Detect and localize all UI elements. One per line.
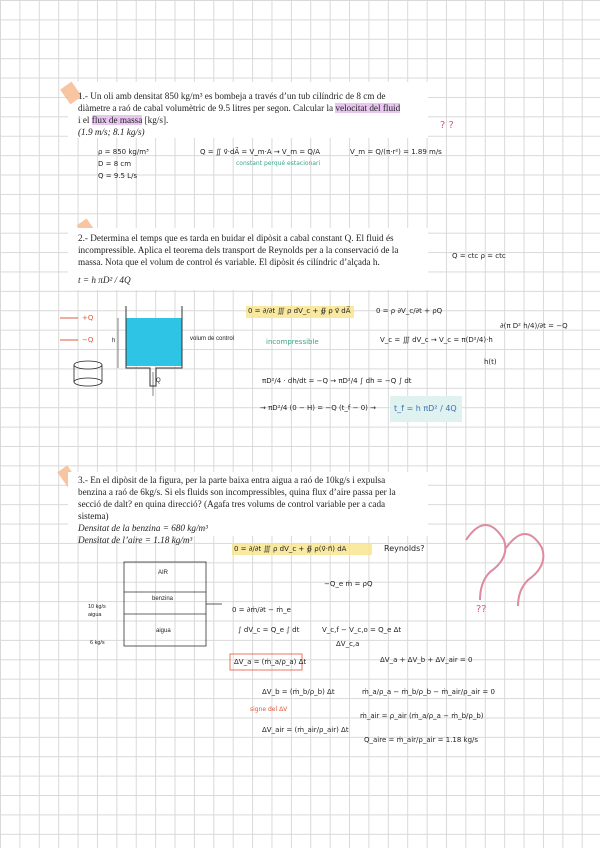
p2-eq1: 0 = ∂/∂t ∭ ρ dV_c + ∯ ρ v⃗ dA⃗ [248,307,351,315]
p3-box-a: ΔV_a = (ṁ_a/ρ_a) Δt [234,658,307,666]
p2-boxed-result: t_f = h πD² / 4Q [394,404,457,413]
p3-reynolds: Reynolds? [384,544,425,553]
p2-formula: t = h πD² / 4Q [78,275,131,285]
p3-result: Q_aire = ṁ_air/ρ_air = 1.18 kg/s [364,736,479,744]
p1-note-const: constant perquè estacionari [236,160,321,167]
p3-eq1: 0 = ∂/∂t ∭ ρ dV_c + ∯ ρ(v⃗·n⃗) dA [234,545,347,553]
p2-ht: h(t) [484,358,497,366]
p1-line2-highlight: velocitat del fluid [335,103,401,113]
p2-diagram-h: h [112,338,116,344]
p1-note-diam: D = 8 cm [98,160,132,168]
p2-line2: incompressible. Aplica el teorema dels transport de Reynolds per a la conservació de la [78,245,399,255]
p1-answer: (1.9 m/s; 8.1 kg/s) [78,127,145,137]
p1-line3-highlight: flux de massa [91,115,143,125]
p3-eqa: 0 = ∂ṁ/∂t − ṁ_e [232,606,291,614]
p3-line1: 3.- En el dipòsit de la figura, per la parte baixa entra aigua a raó de 10kg/s i expulsa [78,475,386,485]
p1-note-rho: ρ = 850 kg/m³ [98,148,149,156]
p3-density2: Densitat de l’aire = 1.18 kg/m³ [78,535,193,545]
p3-diagram-out: 6 kg/s [90,640,105,646]
p2-diagram-label: volum de control [190,336,235,342]
p1-margin-question: ? ? [440,120,454,131]
p2-eq1b: 0 = ρ ∂V_c/∂t + ρQ [376,307,443,315]
p3-eqf: ṁ_a/ρ_a − ṁ_b/ρ_b − ṁ_air/ρ_air = 0 [362,688,495,696]
p2-diagram-q: Q [156,378,161,384]
p1-line1: 1.- Un oli amb densitat 850 kg/m³ es bombeja a través d’un tub cilíndric de 8 cm de [78,91,386,101]
p1-line3-pre: i el [78,115,90,125]
tank-diagram [118,306,182,396]
p3-eqg: ṁ_air = ρ_air (ṁ_a/ρ_a − ṁ_b/ρ_b) [360,712,484,720]
p3-diagram-left1: 10 kg/s [88,604,106,610]
p3-eqe: ΔV_air = (ṁ_air/ρ_air) Δt [262,726,349,734]
p2-eq3: πD²/4 · dh/dt = −Q → πD²/4 ∫ dh = −Q ∫ dt [262,377,412,385]
p3-diagram-left2: aigua [88,612,102,618]
p2-top-right-note: Q = ctc ρ = ctc [452,252,506,260]
problem3-text [78,474,424,546]
p3-line2: benzina a raó de 6kg/s. Si els fluids son incompressibles, quina flux d’aire passa per la [78,487,396,497]
p3-sum: ΔV_a + ΔV_b + ΔV_air = 0 [380,656,473,664]
p2-eq2: V_c = ∭ dV_c → V_c = π(D²/4)·h [380,336,493,344]
problem1-text [78,90,424,138]
p1-note-flow: Q = 9.5 L/s [98,172,138,180]
p1-line3-post: [kg/s]. [144,115,169,125]
p3-diagram-air: AIR [158,570,169,576]
p2-line1: 2.- Determina el temps que es tarda en buidar el dipòsit a cabal constant Q. El fluid és [78,233,394,243]
p3-line4: sistema) [78,511,109,521]
p2-incomp: incompressible [266,338,319,346]
p2-side-plus-q: +Q [82,314,94,322]
p2-eq2b: ∂(π D² h/4)/∂t = −Q [500,322,568,330]
p3-eqc2: ΔV_c,a [336,640,360,648]
p3-eqd: ΔV_b = (ṁ_b/ρ_b) Δt [262,688,335,696]
p2-side-minus-q: −Q [82,336,94,344]
p3-eq1b: −Q_e ṁ = ρQ [324,580,373,588]
p3-sign: signe del ΔV [250,706,288,713]
problem2-text [78,232,424,286]
p3-diagram-benzina: benzina [152,596,174,602]
p1-note-eq2: V_m = Q/(π·r²) = 1.89 m/s [350,148,442,156]
p2-line3: massa. Nota que el volum de control és variable. El dipòsit és cilíndric d’alçada h. [78,257,380,267]
p3-eqc: V_c,f − V_c,o = Q_e Δt [322,626,402,634]
p3-eqb: ∫ dV_c = Q_e ∫ dt [238,626,300,634]
p1-line2: diàmetre a raó de cabal volumètric de 9.5 litres per segon. Calcular la [78,103,334,113]
p1-note-eq: Q = ∬ v⃗·dA⃗ = V_m·A → V_m = Q/A [200,148,321,156]
p3-line3: secció de dalt? en quina direcció? (Agafa tres volums de control variable per a cada [78,499,386,509]
tank-diagram-3 [124,562,222,646]
p3-density1: Densitat de la benzina = 680 kg/m³ [78,523,208,533]
p3-diagram-aigua: aigua [156,628,171,634]
p3-margin-question: ?? [476,604,487,615]
p2-eq4: → πD²/4 (0 − H) = −Q (t_f − 0) → [260,404,376,412]
